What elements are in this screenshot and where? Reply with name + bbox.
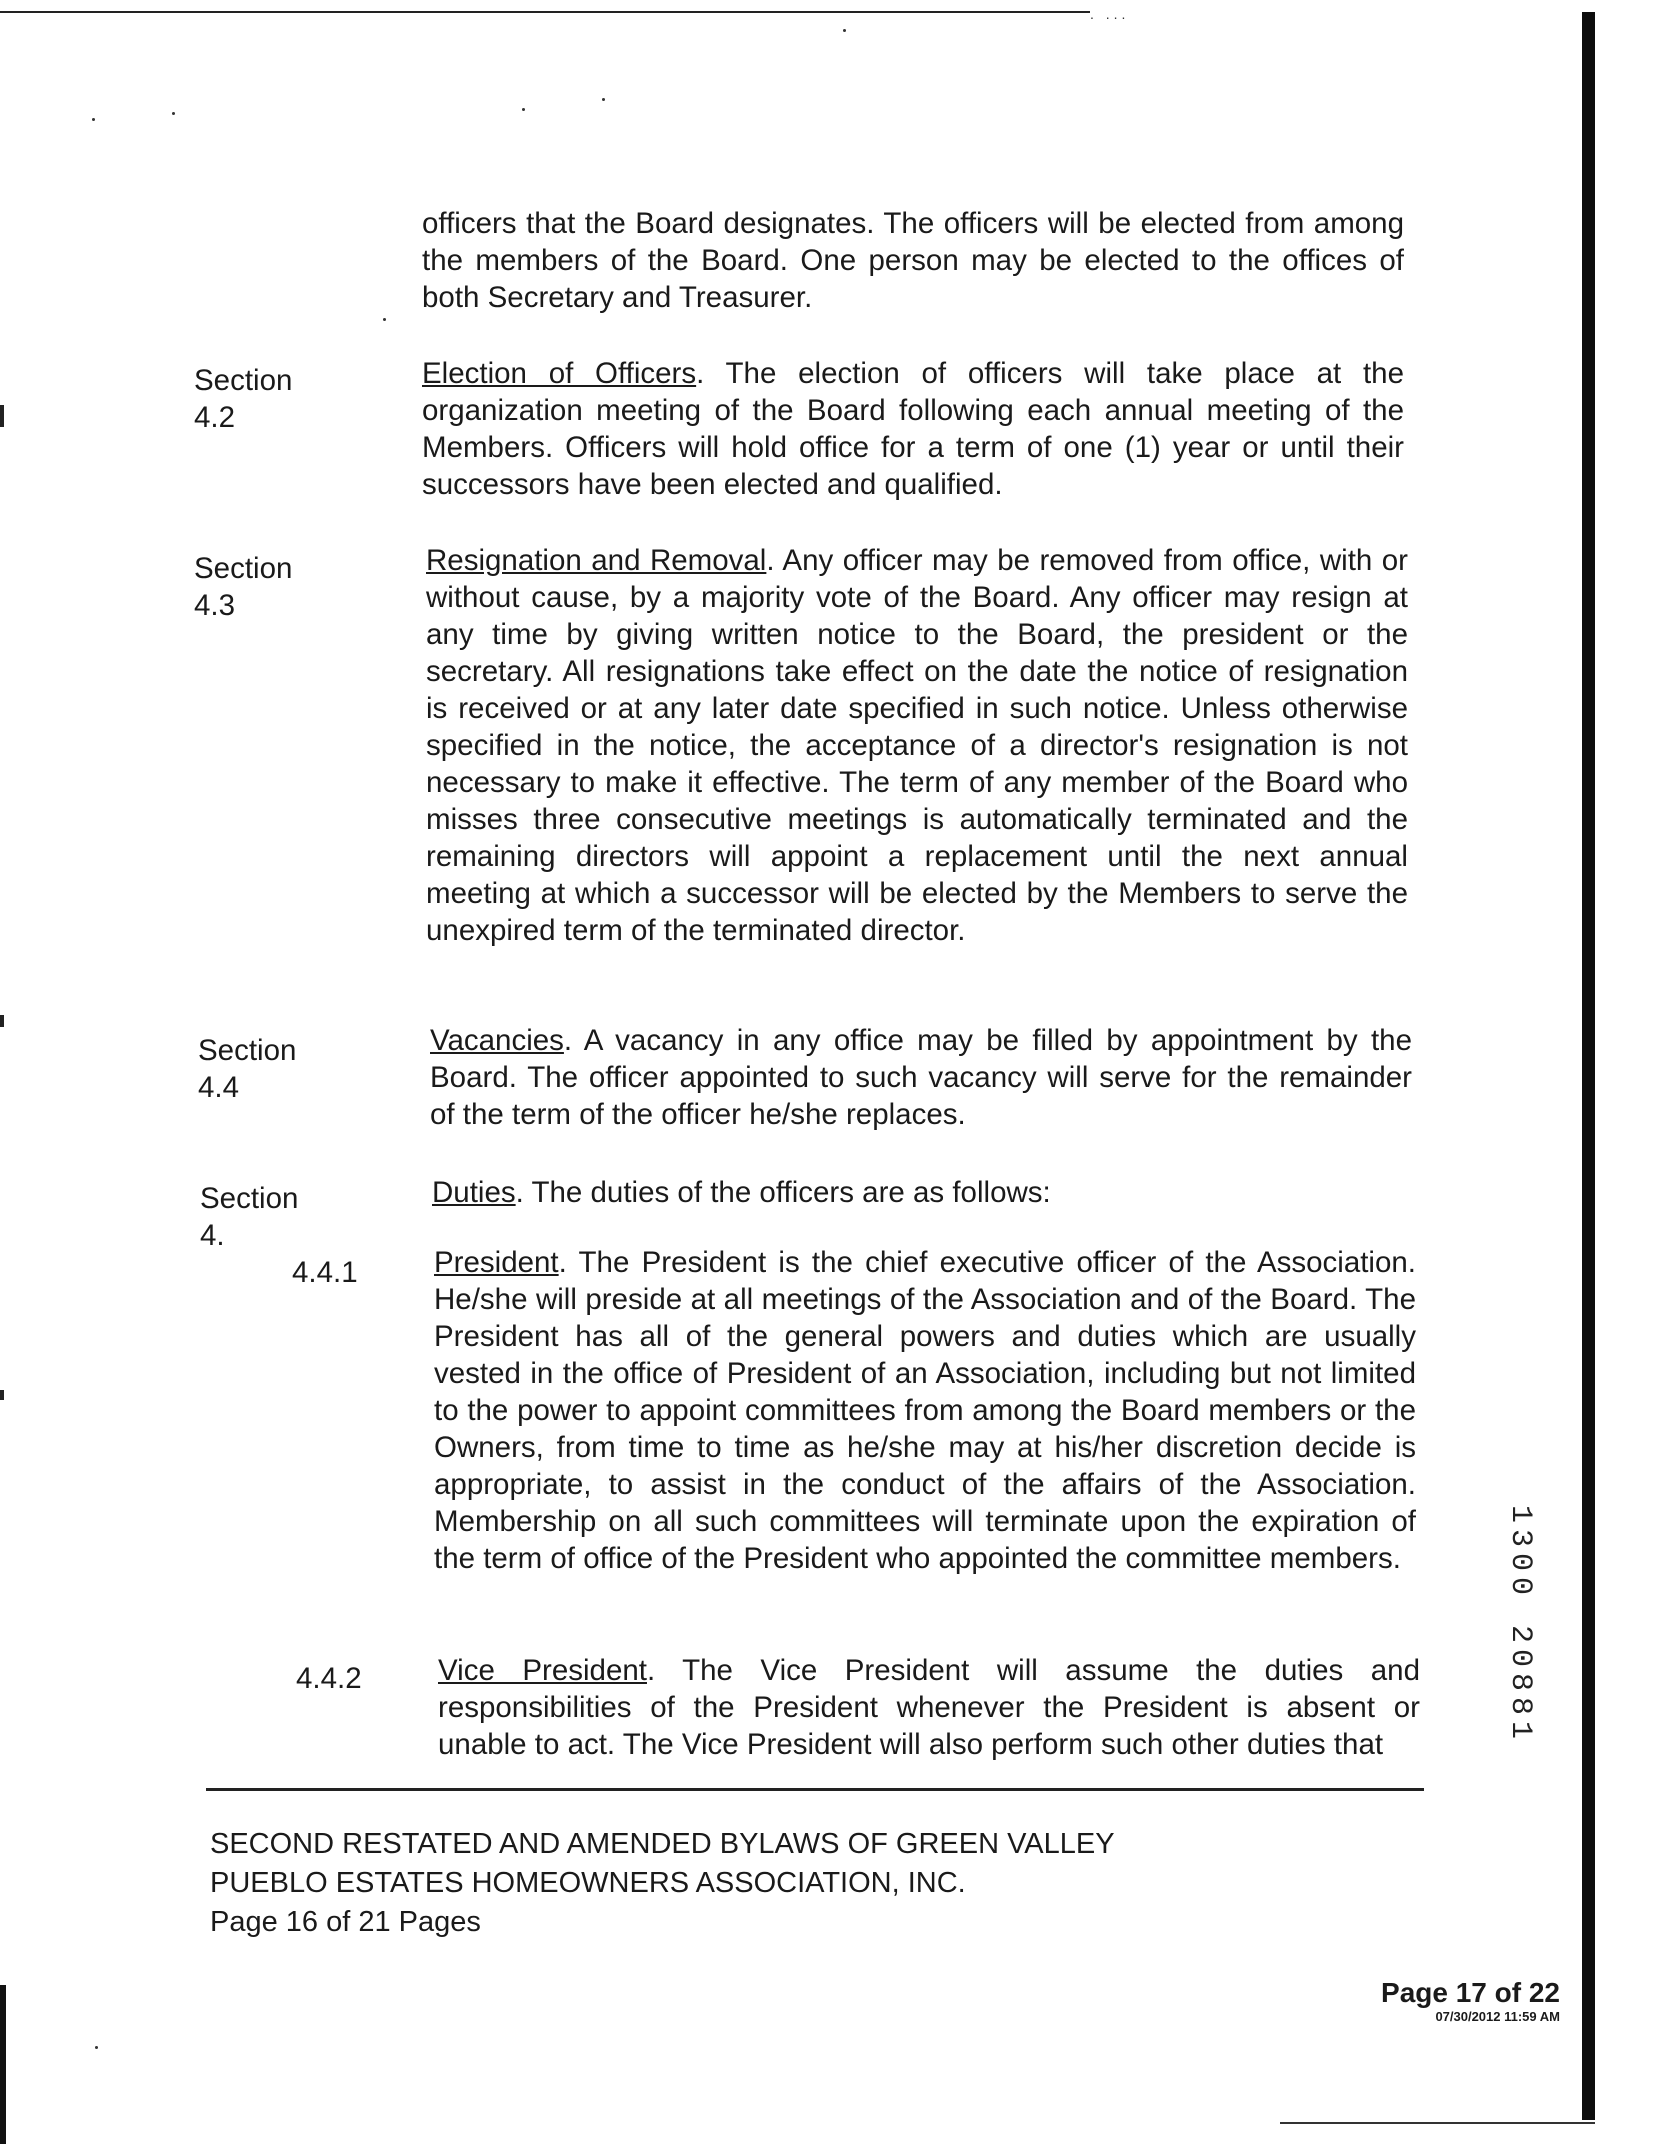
- document-footer: [210, 1825, 1115, 1942]
- section-paragraph: [430, 1022, 1412, 1133]
- section-text: . A vacancy in any office may be filled by appointment by the Board. The officer appointed to such vacancy will serve for the remainder of the term of the officer he/she replaces.: [430, 1024, 1412, 1131]
- recording-page-stamp: [1381, 1977, 1560, 2025]
- scan-speck: [92, 118, 95, 121]
- section-heading: Election of Officers: [422, 357, 697, 390]
- subsection-heading: Vice President: [438, 1654, 647, 1687]
- scan-speck: [172, 112, 175, 115]
- top-rule: [0, 11, 1090, 13]
- footer-page-number: Page 16 of 21 Pages: [210, 1906, 481, 1938]
- recording-timestamp: 07/30/2012 11:59 AM: [1435, 2009, 1560, 2024]
- side-document-stamp: [1500, 1505, 1540, 1745]
- footer-title-line-2: PUEBLO ESTATES HOMEOWNERS ASSOCIATION, INC.: [210, 1867, 966, 1899]
- left-scan-tick: [0, 1015, 4, 1027]
- section-label: Section 4.2: [194, 364, 293, 434]
- subsection-text: . The Vice President will assume the duties and responsibilities of the President whenever the President is absent or unable to act. The Vice President will also perform such other duties that: [438, 1654, 1420, 1761]
- footer-title-line-1: SECOND RESTATED AND AMENDED BYLAWS OF GREEN VALLEY: [210, 1828, 1115, 1860]
- subsection-heading: President: [434, 1246, 559, 1279]
- section-label: Section 4.3: [194, 552, 293, 622]
- subsection-label: 4.4.1: [292, 1256, 358, 1289]
- section-paragraph: [432, 1174, 1414, 1211]
- left-scan-border: [0, 1985, 6, 2144]
- section-label: Section 4.: [200, 1182, 299, 1252]
- subsection-paragraph: [434, 1244, 1416, 1577]
- subsection-paragraph: [438, 1652, 1420, 1763]
- left-scan-tick: [0, 1390, 4, 1400]
- section-text: . Any officer may be removed from office, with or without cause, by a majority vote of the Board. Any officer may resign at any time by giving written notice to the Board, the president or the secretary. All resignations take effect on the date the notice of resignation is received or at any later date specified in such notice. Unless otherwise specified in the notice, the acceptance of a director's resignation is not necessary to make it effective. The term of any member of the Board who misses three consecutive meetings is automatically terminated and the remaining directors will appoint a replacement until the next annual meeting at which a successor will be elected by the Members to serve the unexpired term of the terminated director.: [426, 544, 1408, 947]
- scan-speck: [522, 108, 525, 111]
- scan-speck: [383, 318, 386, 321]
- intro-paragraph: officers that the Board designates. The officers will be elected from among the members of the Board. One person may be elected to the offices of both Secretary and Treasurer.: [422, 207, 1404, 314]
- footer-rule: [206, 1788, 1424, 1791]
- section-paragraph: [426, 542, 1408, 949]
- side-stamp-text: 1300 20881: [1503, 1504, 1537, 1746]
- section-heading: Resignation and Removal: [426, 544, 767, 577]
- section-label: Section 4.4: [198, 1034, 297, 1104]
- top-rule-dots: . ...: [1090, 6, 1130, 22]
- subsection-text: . The President is the chief executive officer of the Association. He/she will preside at all meetings of the Association and of the Board. The President has all of the general powers and duties which are usually vested in the office of President of an Association, including but not limited to the power to appoint committees from among the Board members or the Owners, from time to time as he/she may at his/her discretion decide is appropriate, to assist in the conduct of the affairs of the Association. Membership on all such committees will terminate upon the expiration of the term of office of the President who appointed the committee members.: [434, 1246, 1416, 1575]
- scan-speck: [95, 2046, 98, 2049]
- right-scan-border: [1582, 12, 1595, 2120]
- section-heading: Duties: [432, 1176, 516, 1209]
- left-scan-tick: [0, 405, 4, 427]
- section-heading: Vacancies: [430, 1024, 564, 1057]
- section-text: . The duties of the officers are as follows:: [515, 1176, 1051, 1209]
- section-paragraph: [422, 355, 1404, 503]
- bottom-scan-border: [1280, 2122, 1595, 2124]
- scan-speck: [602, 98, 605, 101]
- subsection-label: 4.4.2: [296, 1662, 362, 1695]
- section-text: . The election of officers will take place at the organization meeting of the Board following each annual meeting of the Members. Officers will hold office for a term of one (1) year or until their successors have been elected and qualified.: [422, 357, 1404, 501]
- recording-page-number: Page 17 of 22: [1381, 1977, 1560, 2008]
- scan-speck: [843, 29, 846, 32]
